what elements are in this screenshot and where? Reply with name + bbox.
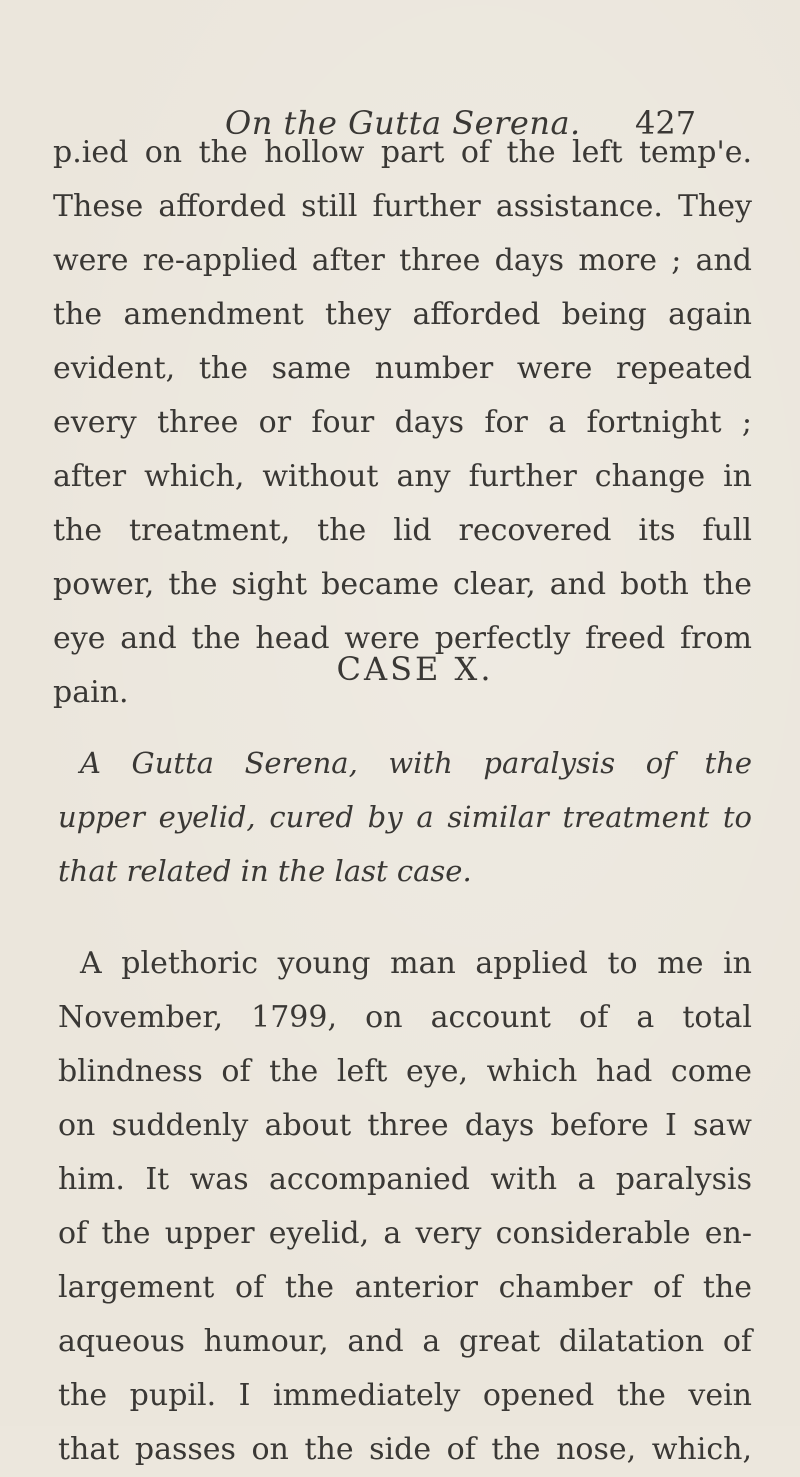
subtitle-line: that related in the last case. (58, 854, 472, 888)
text-line: him. It was accompanied with a paralysis (58, 1162, 752, 1197)
text-line: evident, the same number were repeated (53, 351, 752, 386)
page-number: 427 (635, 104, 697, 142)
text-line: the amendment they afforded being again (53, 297, 752, 332)
case-subtitle (58, 736, 752, 898)
text-line: of the upper eyelid, a very considerable en- (58, 1216, 752, 1251)
text-line: that passes on the side of the nose, which, (58, 1432, 752, 1467)
text-line: eye and the head were perfectly freed from (53, 621, 752, 656)
text-line: p.ied on the hollow part of the left temp'e. (53, 135, 752, 170)
subtitle-line: A Gutta Serena, with paralysis of the (80, 746, 752, 780)
text-line: These afforded still further assistance. They (53, 189, 752, 224)
text-line: power, the sight became clear, and both the (53, 567, 752, 602)
subtitle-line: upper eyelid, cured by a similar treatment to (58, 800, 752, 834)
text-line: the pupil. I immediately opened the vein (58, 1378, 752, 1413)
paragraph-2 (58, 937, 752, 1477)
text-line: were re-applied after three days more ; and (53, 243, 752, 278)
text-line: every three or four days for a fortnight ; (53, 405, 752, 440)
text-line: blindness of the left eye, which had come (58, 1054, 752, 1089)
text-line: aqueous humour, and a great dilatation of (58, 1324, 752, 1359)
text-line: after which, without any further change in (53, 459, 752, 494)
text-line: largement of the anterior chamber of the (58, 1270, 752, 1305)
case-heading: CASE X. (336, 650, 494, 688)
text-line: on suddenly about three days before I saw (58, 1108, 752, 1143)
running-head: On the Gutta Serena. (225, 104, 581, 142)
text-line: A plethoric young man applied to me in (80, 946, 752, 981)
text-line: November, 1799, on account of a total (58, 1000, 752, 1035)
text-line: the treatment, the lid recovered its full (53, 513, 752, 548)
text-line: pain. (53, 675, 129, 710)
paragraph-1 (53, 126, 752, 720)
